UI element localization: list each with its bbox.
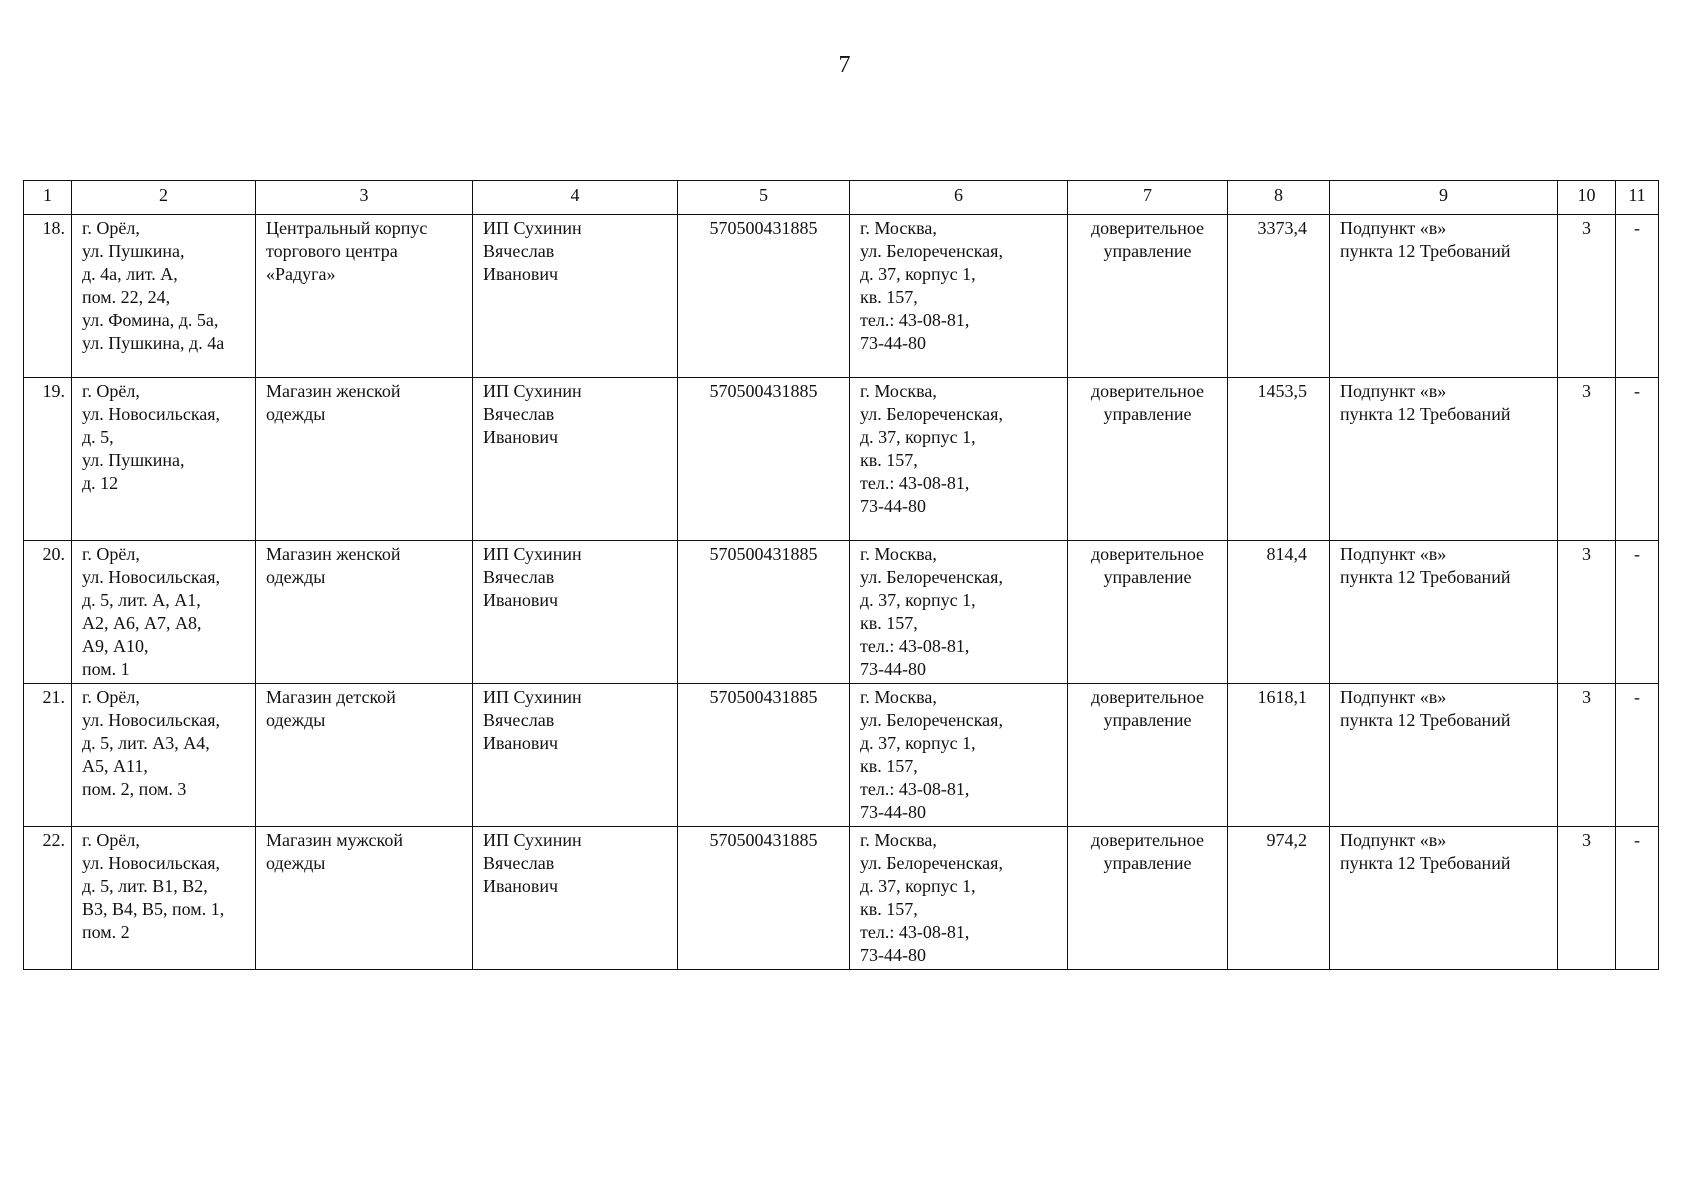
owner-address-line: кв. 157, bbox=[860, 287, 918, 307]
owner-address-line: кв. 157, bbox=[860, 613, 918, 633]
owner-address-line: ул. Белореченская, bbox=[860, 404, 1003, 424]
area-cell: 3373,4 bbox=[1228, 215, 1330, 378]
column-header: 1 bbox=[24, 181, 72, 215]
owner-address-line: г. Москва, bbox=[860, 830, 937, 850]
object-address-line: ул. Новосильская, bbox=[82, 404, 221, 424]
column-11-cell: - bbox=[1616, 541, 1659, 684]
object-address-line: В3, В4, В5, пом. 1, bbox=[82, 899, 225, 919]
table-row bbox=[24, 378, 1659, 541]
object-name-cell bbox=[256, 684, 473, 827]
object-address-line: г. Орёл, bbox=[82, 830, 140, 850]
object-name-line: одежды bbox=[266, 853, 326, 873]
row-number: 21. bbox=[24, 684, 72, 827]
object-address-line: г. Орёл, bbox=[82, 544, 140, 564]
right-type-cell bbox=[1068, 541, 1228, 684]
column-10-cell: 3 bbox=[1558, 541, 1616, 684]
object-address-line: А9, А10, bbox=[82, 636, 149, 656]
column-10-cell: 3 bbox=[1558, 684, 1616, 827]
object-address-line: А2, А6, А7, А8, bbox=[82, 613, 202, 633]
owner-line: Иванович bbox=[483, 264, 559, 284]
right-type-cell bbox=[1068, 215, 1228, 378]
owner-line: ИП Сухинин bbox=[483, 830, 582, 850]
owner-address-line: кв. 157, bbox=[860, 450, 918, 470]
owner-address-line: тел.: 43-08-81, bbox=[860, 473, 970, 493]
inn-cell: 570500431885 bbox=[678, 378, 850, 541]
owner-line: Иванович bbox=[483, 427, 559, 447]
owner-cell bbox=[473, 215, 678, 378]
right-type-line: управление bbox=[1103, 404, 1192, 424]
object-address-cell bbox=[72, 215, 256, 378]
basis-line: Подпункт «в» bbox=[1340, 687, 1447, 707]
inn-cell: 570500431885 bbox=[678, 541, 850, 684]
object-name-line: Магазин детской bbox=[266, 687, 396, 707]
area-cell: 1618,1 bbox=[1228, 684, 1330, 827]
object-name-line: одежды bbox=[266, 567, 326, 587]
object-address-cell bbox=[72, 827, 256, 970]
object-address-cell bbox=[72, 684, 256, 827]
basis-line: пункта 12 Требований bbox=[1340, 404, 1511, 424]
basis-line: Подпункт «в» bbox=[1340, 830, 1447, 850]
object-name-cell bbox=[256, 215, 473, 378]
owner-address-line: тел.: 43-08-81, bbox=[860, 310, 970, 330]
owner-address-cell bbox=[850, 215, 1068, 378]
column-header: 11 bbox=[1616, 181, 1659, 215]
owner-address-line: г. Москва, bbox=[860, 381, 937, 401]
object-name-line: торгового центра bbox=[266, 241, 398, 261]
owner-address-line: д. 37, корпус 1, bbox=[860, 264, 976, 284]
table-row bbox=[24, 827, 1659, 970]
right-type-line: доверительное bbox=[1090, 687, 1205, 707]
owner-address-line: 73-44-80 bbox=[860, 945, 926, 965]
object-name-cell bbox=[256, 541, 473, 684]
basis-line: пункта 12 Требований bbox=[1340, 710, 1511, 730]
object-address-cell bbox=[72, 541, 256, 684]
basis-cell bbox=[1330, 215, 1558, 378]
owner-address-line: ул. Белореченская, bbox=[860, 241, 1003, 261]
owner-address-line: тел.: 43-08-81, bbox=[860, 779, 970, 799]
header-row bbox=[24, 181, 1659, 215]
owner-address-line: ул. Белореченская, bbox=[860, 710, 1003, 730]
owner-line: Иванович bbox=[483, 876, 559, 896]
owner-address-line: кв. 157, bbox=[860, 756, 918, 776]
column-11-cell: - bbox=[1616, 684, 1659, 827]
column-11-cell: - bbox=[1616, 378, 1659, 541]
object-name-line: одежды bbox=[266, 404, 326, 424]
row-number: 19. bbox=[24, 378, 72, 541]
owner-address-cell bbox=[850, 541, 1068, 684]
owner-line: Иванович bbox=[483, 733, 559, 753]
right-type-line: доверительное bbox=[1090, 218, 1205, 238]
area-cell: 974,2 bbox=[1228, 827, 1330, 970]
right-type-line: доверительное bbox=[1090, 381, 1205, 401]
owner-cell bbox=[473, 541, 678, 684]
area-cell: 814,4 bbox=[1228, 541, 1330, 684]
owner-line: Вячеслав bbox=[483, 241, 555, 261]
owner-line: Иванович bbox=[483, 590, 559, 610]
owner-line: ИП Сухинин bbox=[483, 687, 582, 707]
column-11-cell: - bbox=[1616, 215, 1659, 378]
object-address-line: ул. Пушкина, д. 4а bbox=[82, 333, 225, 353]
owner-line: Вячеслав bbox=[483, 404, 555, 424]
basis-line: Подпункт «в» bbox=[1340, 544, 1447, 564]
object-name-line: Магазин женской bbox=[266, 381, 401, 401]
basis-cell bbox=[1330, 684, 1558, 827]
owner-address-line: 73-44-80 bbox=[860, 659, 926, 679]
owner-address-line: 73-44-80 bbox=[860, 333, 926, 353]
owner-line: ИП Сухинин bbox=[483, 218, 582, 238]
column-header: 2 bbox=[72, 181, 256, 215]
area-cell: 1453,5 bbox=[1228, 378, 1330, 541]
column-header: 3 bbox=[256, 181, 473, 215]
basis-line: пункта 12 Требований bbox=[1340, 853, 1511, 873]
object-address-line: ул. Новосильская, bbox=[82, 710, 221, 730]
owner-address-line: г. Москва, bbox=[860, 544, 937, 564]
page-number: 7 bbox=[838, 52, 851, 78]
object-address-line: ул. Пушкина, bbox=[82, 450, 185, 470]
object-address-line: пом. 2 bbox=[82, 922, 130, 942]
owner-address-line: ул. Белореченская, bbox=[860, 567, 1003, 587]
owner-line: ИП Сухинин bbox=[483, 381, 582, 401]
object-name-line: «Радуга» bbox=[266, 264, 336, 284]
owner-address-line: кв. 157, bbox=[860, 899, 918, 919]
column-header: 6 bbox=[850, 181, 1068, 215]
registry-table bbox=[23, 180, 1659, 970]
object-name-cell bbox=[256, 827, 473, 970]
object-address-line: ул. Пушкина, bbox=[82, 241, 185, 261]
owner-cell bbox=[473, 684, 678, 827]
object-address-line: пом. 2, пом. 3 bbox=[82, 779, 187, 799]
object-address-line: д. 12 bbox=[82, 473, 119, 493]
row-number: 18. bbox=[24, 215, 72, 378]
column-10-cell: 3 bbox=[1558, 827, 1616, 970]
object-address-line: д. 4а, лит. А, bbox=[82, 264, 178, 284]
owner-address-line: д. 37, корпус 1, bbox=[860, 876, 976, 896]
object-address-line: г. Орёл, bbox=[82, 687, 140, 707]
basis-cell bbox=[1330, 827, 1558, 970]
right-type-line: управление bbox=[1103, 853, 1192, 873]
owner-address-cell bbox=[850, 684, 1068, 827]
object-address-line: ул. Фомина, д. 5а, bbox=[82, 310, 219, 330]
column-11-cell: - bbox=[1616, 827, 1659, 970]
column-header: 10 bbox=[1558, 181, 1616, 215]
object-name-line: одежды bbox=[266, 710, 326, 730]
object-address-line: г. Орёл, bbox=[82, 218, 140, 238]
column-10-cell: 3 bbox=[1558, 215, 1616, 378]
column-header: 7 bbox=[1068, 181, 1228, 215]
right-type-line: доверительное bbox=[1090, 544, 1205, 564]
owner-address-line: тел.: 43-08-81, bbox=[860, 636, 970, 656]
right-type-cell bbox=[1068, 684, 1228, 827]
object-name-line: Магазин мужской bbox=[266, 830, 403, 850]
right-type-line: управление bbox=[1103, 710, 1192, 730]
object-name-line: Магазин женской bbox=[266, 544, 401, 564]
right-type-cell bbox=[1068, 378, 1228, 541]
object-address-line: д. 5, лит. А3, А4, bbox=[82, 733, 210, 753]
owner-line: Вячеслав bbox=[483, 567, 555, 587]
right-type-cell bbox=[1068, 827, 1228, 970]
owner-address-line: 73-44-80 bbox=[860, 496, 926, 516]
basis-line: пункта 12 Требований bbox=[1340, 241, 1511, 261]
row-number: 22. bbox=[24, 827, 72, 970]
object-address-line: д. 5, лит. В1, В2, bbox=[82, 876, 208, 896]
column-header: 4 bbox=[473, 181, 678, 215]
right-type-line: управление bbox=[1103, 241, 1192, 261]
basis-line: Подпункт «в» bbox=[1340, 218, 1447, 238]
row-number: 20. bbox=[24, 541, 72, 684]
basis-cell bbox=[1330, 378, 1558, 541]
table-row bbox=[24, 215, 1659, 378]
basis-cell bbox=[1330, 541, 1558, 684]
basis-line: Подпункт «в» bbox=[1340, 381, 1447, 401]
table-row bbox=[24, 541, 1659, 684]
object-address-line: г. Орёл, bbox=[82, 381, 140, 401]
owner-line: Вячеслав bbox=[483, 710, 555, 730]
inn-cell: 570500431885 bbox=[678, 684, 850, 827]
owner-address-line: д. 37, корпус 1, bbox=[860, 427, 976, 447]
column-header: 8 bbox=[1228, 181, 1330, 215]
owner-address-line: г. Москва, bbox=[860, 218, 937, 238]
owner-address-line: г. Москва, bbox=[860, 687, 937, 707]
basis-line: пункта 12 Требований bbox=[1340, 567, 1511, 587]
right-type-line: доверительное bbox=[1090, 830, 1205, 850]
owner-cell bbox=[473, 827, 678, 970]
owner-line: Вячеслав bbox=[483, 853, 555, 873]
object-address-line: д. 5, bbox=[82, 427, 114, 447]
object-address-line: пом. 1 bbox=[82, 659, 130, 679]
owner-address-line: 73-44-80 bbox=[860, 802, 926, 822]
column-10-cell: 3 bbox=[1558, 378, 1616, 541]
owner-address-line: тел.: 43-08-81, bbox=[860, 922, 970, 942]
object-address-line: ул. Новосильская, bbox=[82, 853, 221, 873]
owner-address-cell bbox=[850, 378, 1068, 541]
object-address-line: пом. 22, 24, bbox=[82, 287, 171, 307]
table-row bbox=[24, 684, 1659, 827]
inn-cell: 570500431885 bbox=[678, 827, 850, 970]
owner-address-line: ул. Белореченская, bbox=[860, 853, 1003, 873]
right-type-line: управление bbox=[1103, 567, 1192, 587]
column-header: 9 bbox=[1330, 181, 1558, 215]
owner-cell bbox=[473, 378, 678, 541]
object-address-line: д. 5, лит. А, А1, bbox=[82, 590, 201, 610]
object-address-line: А5, А11, bbox=[82, 756, 148, 776]
object-address-line: ул. Новосильская, bbox=[82, 567, 221, 587]
object-name-line: Центральный корпус bbox=[266, 218, 428, 238]
owner-address-line: д. 37, корпус 1, bbox=[860, 733, 976, 753]
column-header: 5 bbox=[678, 181, 850, 215]
owner-line: ИП Сухинин bbox=[483, 544, 582, 564]
owner-address-line: д. 37, корпус 1, bbox=[860, 590, 976, 610]
inn-cell: 570500431885 bbox=[678, 215, 850, 378]
object-name-cell bbox=[256, 378, 473, 541]
object-address-cell bbox=[72, 378, 256, 541]
owner-address-cell bbox=[850, 827, 1068, 970]
